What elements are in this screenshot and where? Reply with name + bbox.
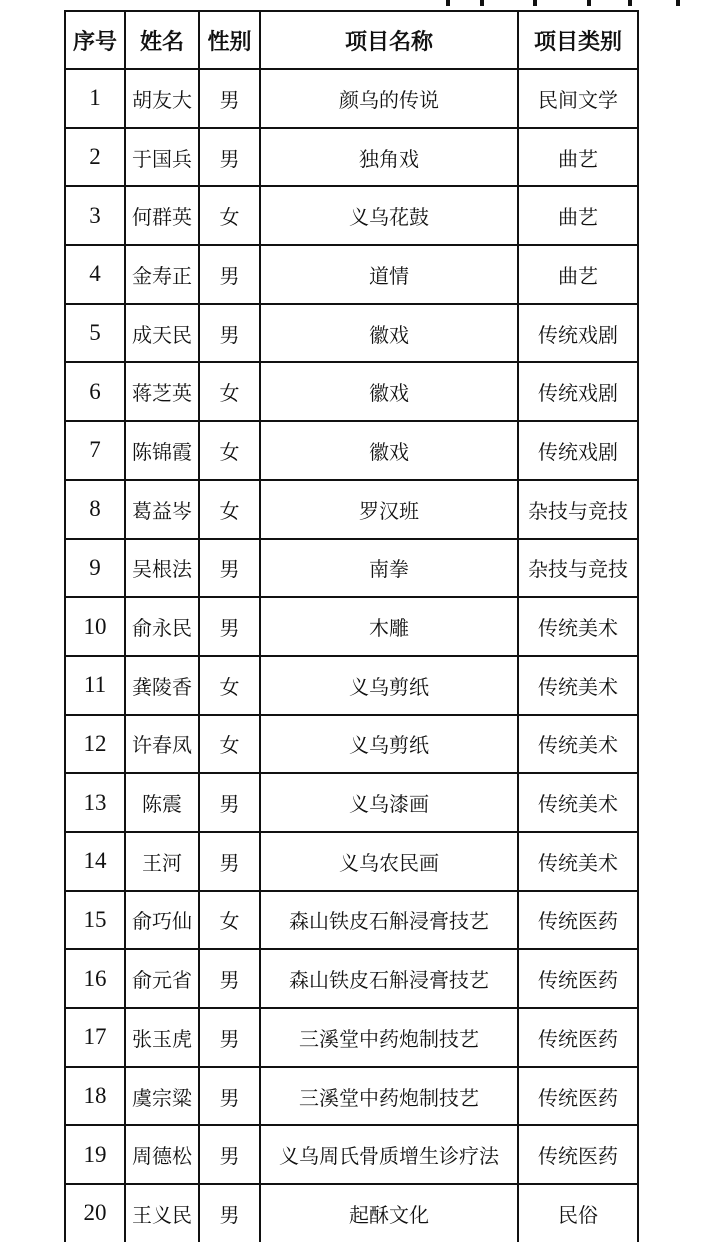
- table-row: [65, 186, 638, 245]
- cell-name: 金寿正: [125, 245, 199, 304]
- cell-no: 4: [65, 245, 125, 304]
- cell-no: 18: [65, 1067, 125, 1126]
- table-row: [65, 480, 638, 539]
- cell-no: 14: [65, 832, 125, 891]
- table-row: [65, 773, 638, 832]
- cell-name: 龚陵香: [125, 656, 199, 715]
- cell-name: 王河: [125, 832, 199, 891]
- header-project: 项目名称: [260, 11, 518, 69]
- header-gender: 性别: [199, 11, 260, 69]
- table-row: [65, 304, 638, 363]
- cell-project: 义乌剪纸: [260, 715, 518, 774]
- cell-gender: 男: [199, 597, 260, 656]
- table-row: [65, 1184, 638, 1242]
- table-body: [65, 69, 638, 1242]
- cell-project: 颜乌的传说: [260, 69, 518, 128]
- cell-project: 罗汉班: [260, 480, 518, 539]
- cell-project: 森山铁皮石斛浸膏技艺: [260, 949, 518, 1008]
- table-row: [65, 597, 638, 656]
- cell-category: 传统美术: [518, 656, 638, 715]
- cell-name: 吴根法: [125, 539, 199, 598]
- cell-no: 2: [65, 128, 125, 187]
- cell-category: 传统戏剧: [518, 421, 638, 480]
- cell-no: 6: [65, 362, 125, 421]
- cell-no: 7: [65, 421, 125, 480]
- cell-name: 周德松: [125, 1125, 199, 1184]
- cell-no: 9: [65, 539, 125, 598]
- cell-project: 义乌周氏骨质增生诊疗法: [260, 1125, 518, 1184]
- cell-category: 民俗: [518, 1184, 638, 1242]
- table-row: [65, 539, 638, 598]
- cell-project: 徽戏: [260, 362, 518, 421]
- cell-name: 虞宗粱: [125, 1067, 199, 1126]
- table-row: [65, 362, 638, 421]
- cell-no: 3: [65, 186, 125, 245]
- header-name: 姓名: [125, 11, 199, 69]
- cell-category: 传统医药: [518, 1067, 638, 1126]
- cell-no: 5: [65, 304, 125, 363]
- cell-no: 10: [65, 597, 125, 656]
- cell-gender: 男: [199, 245, 260, 304]
- cell-no: 12: [65, 715, 125, 774]
- cell-project: 木雕: [260, 597, 518, 656]
- table-row: [65, 656, 638, 715]
- header-category: 项目类别: [518, 11, 638, 69]
- cell-no: 8: [65, 480, 125, 539]
- cell-category: 民间文学: [518, 69, 638, 128]
- cell-project: 义乌农民画: [260, 832, 518, 891]
- cell-project: 独角戏: [260, 128, 518, 187]
- header-no: 序号: [65, 11, 125, 69]
- table-header-row: [65, 11, 638, 69]
- cell-category: 传统美术: [518, 773, 638, 832]
- cell-name: 俞永民: [125, 597, 199, 656]
- cell-project: 道情: [260, 245, 518, 304]
- cell-project: 森山铁皮石斛浸膏技艺: [260, 891, 518, 950]
- cell-project: 南拳: [260, 539, 518, 598]
- table-row: [65, 1008, 638, 1067]
- cell-no: 20: [65, 1184, 125, 1242]
- cell-gender: 女: [199, 656, 260, 715]
- cell-name: 张玉虎: [125, 1008, 199, 1067]
- cell-category: 传统美术: [518, 597, 638, 656]
- cell-category: 传统医药: [518, 949, 638, 1008]
- cell-name: 葛益岑: [125, 480, 199, 539]
- table-row: [65, 715, 638, 774]
- cell-project: 义乌漆画: [260, 773, 518, 832]
- cell-project: 徽戏: [260, 421, 518, 480]
- cell-gender: 男: [199, 832, 260, 891]
- cell-gender: 男: [199, 1184, 260, 1242]
- cell-gender: 男: [199, 1125, 260, 1184]
- cell-name: 陈锦霞: [125, 421, 199, 480]
- cell-gender: 女: [199, 186, 260, 245]
- cell-gender: 女: [199, 480, 260, 539]
- cell-category: 传统医药: [518, 1008, 638, 1067]
- cell-gender: 男: [199, 949, 260, 1008]
- inheritors-table: [64, 10, 639, 1242]
- cell-project: 三溪堂中药炮制技艺: [260, 1008, 518, 1067]
- cell-no: 17: [65, 1008, 125, 1067]
- cell-category: 杂技与竞技: [518, 480, 638, 539]
- table-row: [65, 1125, 638, 1184]
- cell-name: 俞巧仙: [125, 891, 199, 950]
- cell-gender: 女: [199, 362, 260, 421]
- cell-name: 胡友大: [125, 69, 199, 128]
- cell-category: 曲艺: [518, 186, 638, 245]
- cell-category: 曲艺: [518, 128, 638, 187]
- cropped-text-fragment: [0, 0, 720, 10]
- table-row: [65, 1067, 638, 1126]
- cell-category: 传统医药: [518, 1125, 638, 1184]
- cell-no: 1: [65, 69, 125, 128]
- cell-category: 传统戏剧: [518, 362, 638, 421]
- cell-name: 于国兵: [125, 128, 199, 187]
- cell-name: 成天民: [125, 304, 199, 363]
- cell-name: 许春凤: [125, 715, 199, 774]
- cell-category: 传统戏剧: [518, 304, 638, 363]
- table-row: [65, 69, 638, 128]
- cell-category: 传统美术: [518, 715, 638, 774]
- cell-gender: 男: [199, 539, 260, 598]
- cell-gender: 女: [199, 421, 260, 480]
- cell-no: 13: [65, 773, 125, 832]
- cell-name: 何群英: [125, 186, 199, 245]
- cell-project: 义乌剪纸: [260, 656, 518, 715]
- table-row: [65, 832, 638, 891]
- cell-project: 徽戏: [260, 304, 518, 363]
- table-row: [65, 245, 638, 304]
- cell-category: 传统医药: [518, 891, 638, 950]
- cell-gender: 男: [199, 69, 260, 128]
- cell-category: 曲艺: [518, 245, 638, 304]
- cell-no: 11: [65, 656, 125, 715]
- cell-gender: 男: [199, 773, 260, 832]
- cell-gender: 男: [199, 128, 260, 187]
- cell-gender: 女: [199, 715, 260, 774]
- cell-name: 王义民: [125, 1184, 199, 1242]
- table-row: [65, 128, 638, 187]
- cell-no: 15: [65, 891, 125, 950]
- cell-no: 19: [65, 1125, 125, 1184]
- table-row: [65, 949, 638, 1008]
- cell-category: 传统美术: [518, 832, 638, 891]
- cell-name: 俞元省: [125, 949, 199, 1008]
- cell-project: 起酥文化: [260, 1184, 518, 1242]
- cell-gender: 男: [199, 304, 260, 363]
- cell-name: 蒋芝英: [125, 362, 199, 421]
- cell-name: 陈震: [125, 773, 199, 832]
- cell-category: 杂技与竞技: [518, 539, 638, 598]
- cell-project: 三溪堂中药炮制技艺: [260, 1067, 518, 1126]
- table-row: [65, 891, 638, 950]
- cell-no: 16: [65, 949, 125, 1008]
- cell-gender: 女: [199, 891, 260, 950]
- cell-gender: 男: [199, 1067, 260, 1126]
- cell-project: 义乌花鼓: [260, 186, 518, 245]
- cell-gender: 男: [199, 1008, 260, 1067]
- table-row: [65, 421, 638, 480]
